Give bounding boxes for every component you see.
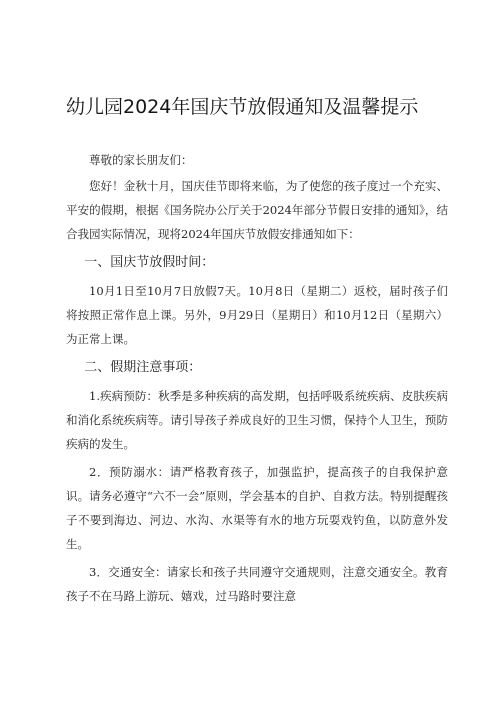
section-heading-holiday-time: 一、国庆节放假时间： (84, 255, 215, 270)
precaution-drowning-prevention: 2．预防溺水：请严格教育孩子，加强监护，提高孩子的自我保护意识。请务必遵守“六不一会”原则，学会基本的自护、自救方法。特别提醒孩子不要到海边、河边、水沟、水渠等有水的地方玩耍戏钓鱼，以防意外发生。 (66, 465, 448, 551)
section-heading-precautions: 二、假期注意事项： (84, 360, 202, 375)
document-title: 幼儿园2024年国庆节放假通知及温馨提示 (66, 96, 419, 118)
holiday-time-paragraph: 10月1日至10月7日放假7天。10月8日（星期二）返校，届时孩子们将按照正常作息上课。另外，9月29日（星期日）和10月12日（星期六）为正常上课。 (66, 284, 448, 346)
precaution-traffic-safety: 3．交通安全：请家长和孩子共同遵守交通规则，注意交通安全。教育孩子不在马路上游玩、嬉戏，过马路时要注意 (66, 565, 448, 603)
intro-paragraph: 您好！金秋十月，国庆佳节即将来临，为了使您的孩子度过一个充实、平安的假期，根据《国务院办公厅关于2024年部分节假日安排的通知》，结合我园实际情况，现将2024年国庆节放假安排通知如下： (66, 179, 448, 241)
document-body (66, 148, 448, 608)
greeting: 尊敬的家长朋友们： (89, 153, 193, 167)
precaution-disease-prevention: 1.疾病预防：秋季是多种疾病的高发期，包括呼吸系统疾病、皮肤疾病和消化系统疾病等。请引导孩子养成良好的卫生习惯，保持个人卫生，预防疾病的发生。 (66, 389, 448, 451)
